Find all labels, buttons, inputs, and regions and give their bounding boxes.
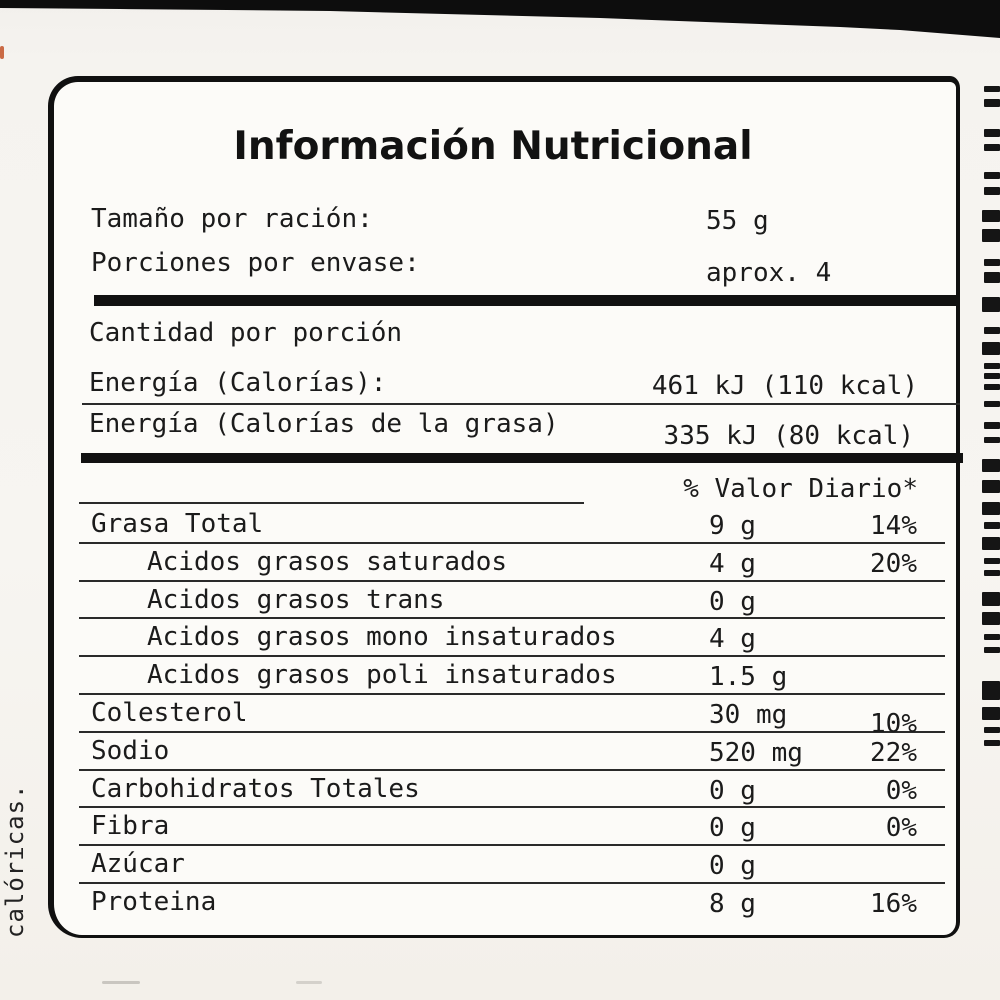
nutrient-name: Acidos grasos mono insaturados bbox=[147, 622, 617, 653]
bottom-smudge bbox=[296, 981, 322, 984]
print-mark-bar bbox=[982, 537, 1000, 550]
energy-from-fat-value: 335 kJ (80 kcal) bbox=[663, 421, 914, 451]
nutrient-row bbox=[79, 733, 945, 771]
print-mark-bar bbox=[984, 172, 1000, 179]
print-mark-bar bbox=[984, 327, 1000, 334]
print-mark-bar bbox=[984, 144, 1000, 151]
nutrient-daily-value: 20% bbox=[870, 548, 917, 579]
orange-smudge bbox=[0, 46, 4, 59]
print-mark-bar bbox=[984, 570, 1000, 576]
label-title: Información Nutricional bbox=[233, 124, 753, 169]
servings-per-container-value: aprox. 4 bbox=[706, 258, 832, 288]
nutrient-name: Sodio bbox=[91, 735, 170, 766]
servings-per-container-label: Porciones por envase: bbox=[91, 248, 420, 278]
nutrient-amount: 0 g bbox=[709, 813, 756, 844]
nutrient-name: Colesterol bbox=[91, 697, 248, 728]
print-mark-bar bbox=[984, 740, 1000, 746]
nutrient-daily-value: 10% bbox=[870, 708, 917, 739]
thick-separator bbox=[94, 295, 960, 306]
nutrient-name: Grasa Total bbox=[91, 509, 264, 539]
nutrient-amount: 0 g bbox=[709, 775, 756, 806]
nutrient-daily-value: 0% bbox=[885, 775, 917, 806]
print-mark-bar bbox=[984, 558, 1000, 564]
print-mark-bar bbox=[982, 342, 1000, 355]
nutrient-amount: 520 mg bbox=[709, 737, 803, 768]
daily-value-header: % Valor Diario* bbox=[683, 474, 918, 504]
nutrient-row bbox=[79, 884, 945, 922]
print-mark-bar bbox=[982, 480, 1000, 493]
serving-size-value: 55 g bbox=[706, 206, 769, 236]
print-mark-bar bbox=[982, 210, 1000, 222]
print-mark-bar bbox=[984, 401, 1000, 407]
nutrient-amount: 4 g bbox=[709, 548, 756, 579]
print-mark-bar bbox=[984, 422, 1000, 429]
print-mark-bar bbox=[982, 592, 1000, 606]
print-mark-bar bbox=[984, 437, 1000, 443]
nutrient-daily-value: 22% bbox=[870, 737, 917, 768]
nutrient-daily-value: 0% bbox=[885, 813, 917, 844]
nutrient-daily-value: 14% bbox=[870, 511, 917, 541]
bottom-smudge bbox=[102, 981, 140, 984]
print-mark-bar bbox=[982, 502, 1000, 515]
nutrient-daily-value: 16% bbox=[870, 888, 917, 919]
print-mark-bar bbox=[982, 707, 1000, 720]
nutrient-row bbox=[79, 695, 945, 739]
nutrient-name: Fibra bbox=[91, 811, 170, 842]
amount-per-serving-header: Cantidad por porción bbox=[89, 318, 403, 348]
nutrient-row bbox=[79, 657, 945, 695]
print-mark-bar bbox=[984, 373, 1000, 379]
print-mark-bar bbox=[984, 272, 1000, 283]
nutrient-amount: 0 g bbox=[709, 851, 756, 882]
print-mark-bar bbox=[984, 129, 1000, 137]
thick-separator bbox=[81, 453, 963, 463]
print-mark-bar bbox=[984, 187, 1000, 195]
left-margin-vertical-text: calóricas. bbox=[1, 783, 29, 938]
nutrient-name: Acidos grasos trans bbox=[147, 584, 445, 615]
thin-separator bbox=[79, 502, 584, 504]
nutrient-row bbox=[79, 544, 945, 582]
print-mark-bar bbox=[984, 259, 1000, 266]
nutrient-amount: 9 g bbox=[709, 511, 756, 541]
energy-from-fat-label: Energía (Calorías de la grasa) bbox=[89, 409, 559, 439]
nutrition-label bbox=[48, 76, 960, 938]
nutrient-name: Azúcar bbox=[91, 849, 185, 880]
photo-dark-edge bbox=[0, 0, 1000, 40]
nutrient-amount: 0 g bbox=[709, 586, 756, 617]
nutrient-row bbox=[79, 808, 945, 846]
print-mark-bar bbox=[982, 681, 1000, 700]
print-mark-bar bbox=[984, 384, 1000, 390]
nutrient-name: Carbohidratos Totales bbox=[91, 773, 420, 804]
print-mark-bar bbox=[984, 647, 1000, 653]
nutrient-row bbox=[79, 619, 945, 657]
print-mark-bar bbox=[984, 522, 1000, 529]
thin-separator bbox=[82, 403, 960, 405]
print-mark-bar bbox=[982, 459, 1000, 472]
nutrient-row bbox=[79, 771, 945, 809]
nutrient-row bbox=[79, 506, 945, 544]
energy-label: Energía (Calorías): bbox=[89, 368, 387, 398]
print-mark-bar bbox=[982, 229, 1000, 242]
serving-size-label: Tamaño por ración: bbox=[91, 204, 373, 234]
print-mark-bar bbox=[984, 99, 1000, 107]
print-mark-bar bbox=[984, 634, 1000, 640]
nutrient-name: Acidos grasos poli insaturados bbox=[147, 660, 617, 691]
nutrient-table bbox=[79, 506, 945, 922]
nutrient-amount: 4 g bbox=[709, 624, 756, 655]
nutrient-name: Proteina bbox=[91, 886, 217, 917]
nutrient-amount: 8 g bbox=[709, 888, 756, 919]
nutrient-amount: 30 mg bbox=[709, 699, 788, 730]
print-mark-bar bbox=[982, 297, 1000, 312]
print-mark-bar bbox=[984, 727, 1000, 733]
nutrient-row bbox=[79, 582, 945, 620]
nutrient-amount: 1.5 g bbox=[709, 662, 788, 693]
nutrient-name: Acidos grasos saturados bbox=[147, 546, 508, 577]
print-mark-bar bbox=[984, 86, 1000, 92]
energy-value: 461 kJ (110 kcal) bbox=[651, 371, 918, 401]
print-mark-bar bbox=[982, 612, 1000, 625]
print-mark-bar bbox=[984, 363, 1000, 369]
nutrient-row bbox=[79, 846, 945, 884]
